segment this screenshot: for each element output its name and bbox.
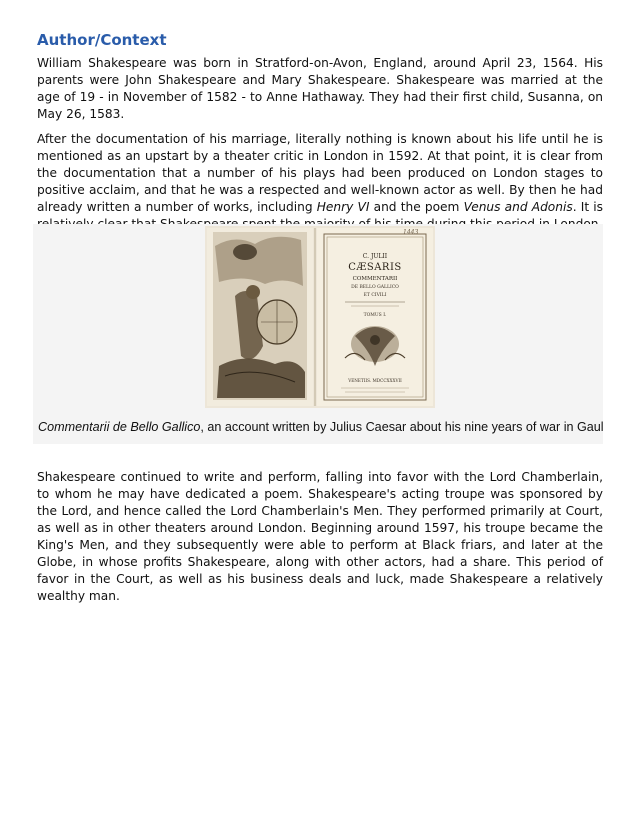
paragraph-career-text-1: After the documentation of his marriage, literally nothing is known about his life until he is mentioned as an upstart by a theater critic in London in 1592. At that point, it is clear from the documentation that a number of his plays had been produced on London stages to positive acclaim, and that he was a respected and well-known actor as well. By then he had already written a number of works, including <box>37 132 603 214</box>
caption-text: , an account written by Julius Caesar about his nine years of war in Gaul <box>200 420 604 434</box>
paragraph-birth: William Shakespeare was born in Stratford-on-Avon, England, around April 23, 1564. His parents were John Shakespeare and Mary Shakespeare. Shakespeare was married at the age of 19 - in November of 1582 - to Anne Hathaway. They had their first child, Susanna, on May 26, 1583. <box>37 56 603 121</box>
caption-title: Commentarii de Bello Gallico <box>38 420 201 434</box>
page-content-lower <box>37 469 603 613</box>
work-title-venus-adonis: Venus and Adonis <box>463 200 573 214</box>
title-line-6: TOMUS I. <box>363 313 387 318</box>
paragraph-career <box>37 131 603 233</box>
title-line-3: COMMENTARII <box>352 276 398 282</box>
handwritten-note: 1443 <box>403 229 419 236</box>
title-line-7: VENETIIS. MDCCXXXVII <box>348 378 402 383</box>
work-title-henry-vi: Henry VI <box>316 200 370 214</box>
figure-caption <box>38 420 604 434</box>
paragraph-kings-men: Shakespeare continued to write and perform, falling into favor with the Lord Chamberlain, to whom he may have dedicated a poem. Shakespeare's acting troupe was sponsored by the Lord, and hence called the Lord Chamberlain's Men. They performed primarily at Court, as well as in other theaters around London. Beginning around 1597, his troupe became the King's Men, and they subsequently were able to perform at Black friars, and later at the Globe, in whose profits Shakespeare, along with other actors, had a share. This period of favor in the Court, as well as his business deals and luck, made Shakespeare a relatively wealthy man. <box>37 470 603 603</box>
book-image <box>205 226 435 408</box>
title-line-2: CÆSARIS <box>348 262 402 273</box>
paragraph-career-text-3: . It is <box>572 200 604 214</box>
page-content <box>37 30 603 241</box>
figure-box <box>33 224 603 444</box>
title-line-1: C. JULII <box>362 253 388 260</box>
section-heading: Author/Context <box>37 31 167 49</box>
title-line-4: DE BELLO GALLICO <box>351 285 399 290</box>
paragraph-career-text-2: and the poem <box>373 200 460 214</box>
title-line-5: ET CIVILI <box>363 293 387 298</box>
